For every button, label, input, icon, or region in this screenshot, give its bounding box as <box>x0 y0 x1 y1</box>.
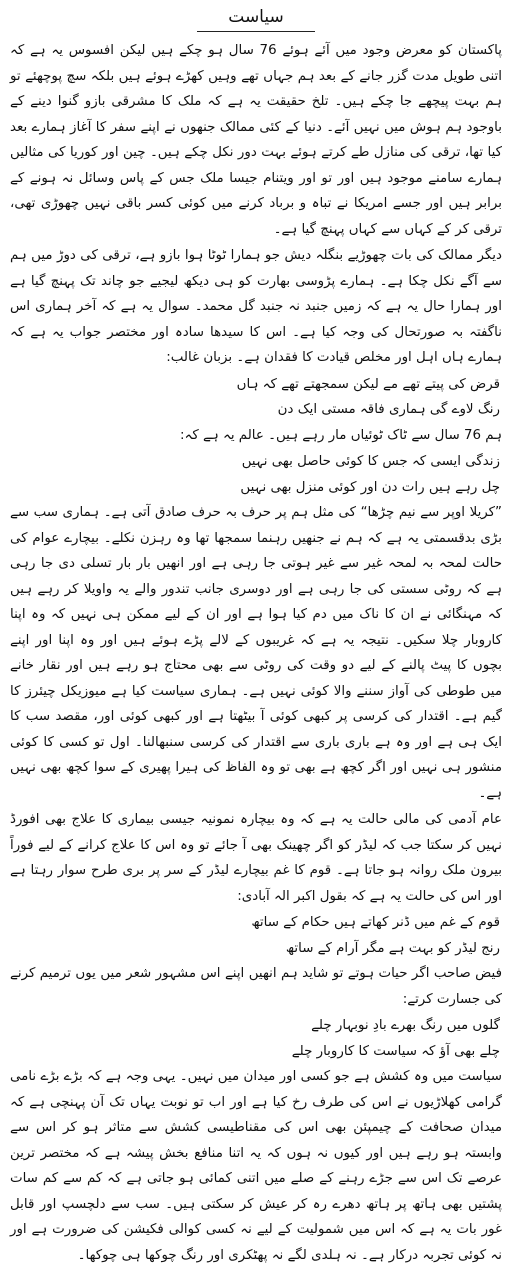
verse-line: رنگ لاوے گی ہماری فاقہ مستی ایک دن <box>277 402 500 417</box>
poetry-verse <box>10 372 502 423</box>
verse-line: چل رہے ہیں رات دن اور کوئی منزل بھی نہیں <box>240 479 500 495</box>
paragraph: ہم 76 سال سے ٹاک ٹوئیاں مار رہے ہیں۔ عالم یہ ہے کہ: <box>180 427 502 443</box>
verse-line: زندگی ایسی کہ جس کا کوئی حاصل بھی نہیں <box>241 454 500 469</box>
verse-line: قوم کے غم میں ڈنر کھاتے ہیں حکام کے ساتھ <box>251 915 500 930</box>
poetry-verse <box>10 449 502 500</box>
verse-line: رنج لیڈر کو بہت ہے مگر آرام کے ساتھ <box>285 940 500 956</box>
paragraph: دیگر ممالک کی بات چھوڑیے بنگلہ دیش جو ہمارا ٹوٹا ہوا بازو ہے، ترقی کی دوڑ میں ہم سے آگے نکل چکا ہے۔ ہمارے پڑوسی بھارت کو ہی دیکھ لیجیے جو چاند تک پہنچ گیا ہے اور ہمارا حال یہ ہے کہ زمیں جنبد نہ جنبد گل محمد۔ سوال یہ ہے کہ آخر ہماری اس ناگفتہ بہ صورتحال کی وجہ کیا ہے۔ اس کا سیدھا سادہ اور مختصر جواب یہ ہے کہ ہمارے ہاں اہل اور مخلص قیادت کا فقدان ہے۔ بزبان غالب: <box>10 248 502 365</box>
page-title: سیاست <box>228 7 284 27</box>
article-body <box>10 38 502 1268</box>
poetry-verse <box>10 910 502 961</box>
title-underline <box>197 31 315 32</box>
paragraph: پاکستان کو معرض وجود میں آئے ہوئے 76 سال ہو چکے ہیں لیکن افسوس یہ ہے کہ اتنی طویل مدت گزر جانے کے بعد ہم جہاں تھے وہیں کھڑے ہوئے ہیں بلکہ سچ پوچھئے تو ہم بہت پیچھے جا چکے ہیں۔ تلخ حقیقت یہ ہے کہ ملک کا مشرقی بازو گنوا دینے کے باوجود ہم ہوش میں نہیں آئے۔ دنیا کے کئی ممالک جنھوں نے اپنے سفر کا آغاز ہمارے بعد کیا تھا، ترقی کی منازل طے کرتے ہوئے بہت دور نکل چکے ہیں۔ چین اور کوریا کی مثالیں ہمارے سامنے موجود ہیں اور تو اور ویتنام جیسا ملک جس کے پاس وسائل نہ ہونے کے برابر ہیں اور جسے امریکا نے تباہ و برباد کرنے میں کوئی کسر باقی نہیں چھوڑی تھی، ترقی کر کے کہاں سے کہاں پہنچ گیا ہے۔ <box>10 43 502 237</box>
paragraph: عام آدمی کی مالی حالت یہ ہے کہ وہ بیچارہ نمونیہ جیسی بیماری کا علاج بھی افورڈ نہیں کر سکتا جب کہ لیڈر کو اگر چھینک بھی آ جائے تو وہ اس کا علاج کرانے کے لیے فوراً بیرون ملک روانہ ہو جاتا ہے۔ قوم کا غم بیچارے لیڈر کے سر پر بری طرح سوار رہتا ہے اور اس کی حالت یہ ہے کہ بقول اکبر الہ آبادی: <box>10 812 502 904</box>
paragraph: سیاست میں وہ کشش ہے جو کسی اور میدان میں نہیں۔ یہی وجہ ہے کہ بڑے بڑے نامی گرامی کھلاڑیوں نے اس کی طرف رخ کیا ہے اور اب تو نوبت یہاں تک آن پہنچی ہے کہ میدان صحافت کے چیمپئن بھی اس کی مقناطیسی کشش سے متاثر ہو کر اس سے وابستہ ہو رہے ہیں اور کیوں نہ ہوں کہ یہ اتنا منافع بخش پیشہ ہے کہ مختصر ترین عرصے تک اس سے جڑے رہنے کے صلے میں اتنی کمائی ہو جاتی ہے کہ کم سے کم سات پشتیں بھی ہاتھ پر ہاتھ دھرے رہ کر عیش کر سکتی ہیں۔ سب سے دلچسپ اور قابل غور بات یہ ہے کہ اس میں شمولیت کے لیے نہ کسی کوالی فکیشن کی ضرورت ہے اور نہ کوئی تجربہ درکار ہے۔ نہ ہلدی لگے نہ پھٹکری اور رنگ چوکھا ہی چوکھا۔ <box>10 1069 502 1263</box>
verse-line: گلوں میں رنگ بھرے بادِ نوبہار چلے <box>311 1018 500 1033</box>
poetry-verse <box>10 1013 502 1064</box>
paragraph: فیض صاحب اگر حیات ہوتے تو شاید ہم انھیں اپنے اس مشہور شعر میں یوں ترمیم کرنے کی جسارت کرتے: <box>10 966 502 1007</box>
verse-line: قرض کی پیتے تھے مے لیکن سمجھتے تھے کہ ہاں <box>236 376 500 392</box>
paragraph: ”کریلا اوپر سے نیم چڑھا“ کی مثل ہم پر حرف بہ حرف صادق آتی ہے۔ ہماری سب سے بڑی بدقسمتی یہ ہے کہ ہم نے جنھیں رہنما سمجھا تھا وہ رہزن نکلے۔ بیچارے عوام کی حالت لمحہ بہ لمحہ غیر سے غیر ہوتی جا رہی ہے اور انھیں بار بار تسلی دی جا رہی ہے کہ روٹی سستی کی جا رہی ہے اور دوسری جانب تندور والے یہ واویلا کر رہے ہیں کہ مہنگائی نے ان کا ناک میں دم کیا ہوا ہے اور ان کے لیے ممکن ہی نہیں کہ وہ اپنا کاروبار چلا سکیں۔ نتیجہ یہ ہے کہ غریبوں کے لالے پڑے ہوئے ہیں اور وہ اپنا اور اپنے بچوں کا پیٹ پالنے کے لیے دو وقت کی روٹی سے بھی محتاج ہو رہے ہیں اور نقار خانے میں طوطی کی آواز سننے والا کوئی نہیں ہے۔ ہماری سیاست کیا ہے میوزیکل چیئرز کا گیم ہے۔ اقتدار کی کرسی پر کبھی کوئی آ بیٹھتا ہے اور کبھی کوئی اور، مقصد سب کا ایک ہی ہے اور وہ ہے باری باری سے اقتدار کی کرسی سنبھالنا۔ اول تو کسی کا کوئی منشور ہی نہیں اور اگر کچھ ہے بھی تو وہ الفاظ کی ہیرا پھیری کے سوا کچھ بھی نہیں ہے۔ <box>10 505 502 801</box>
verse-line: چلے بھی آؤ کہ سیاست کا کاروبار چلے <box>291 1043 500 1059</box>
